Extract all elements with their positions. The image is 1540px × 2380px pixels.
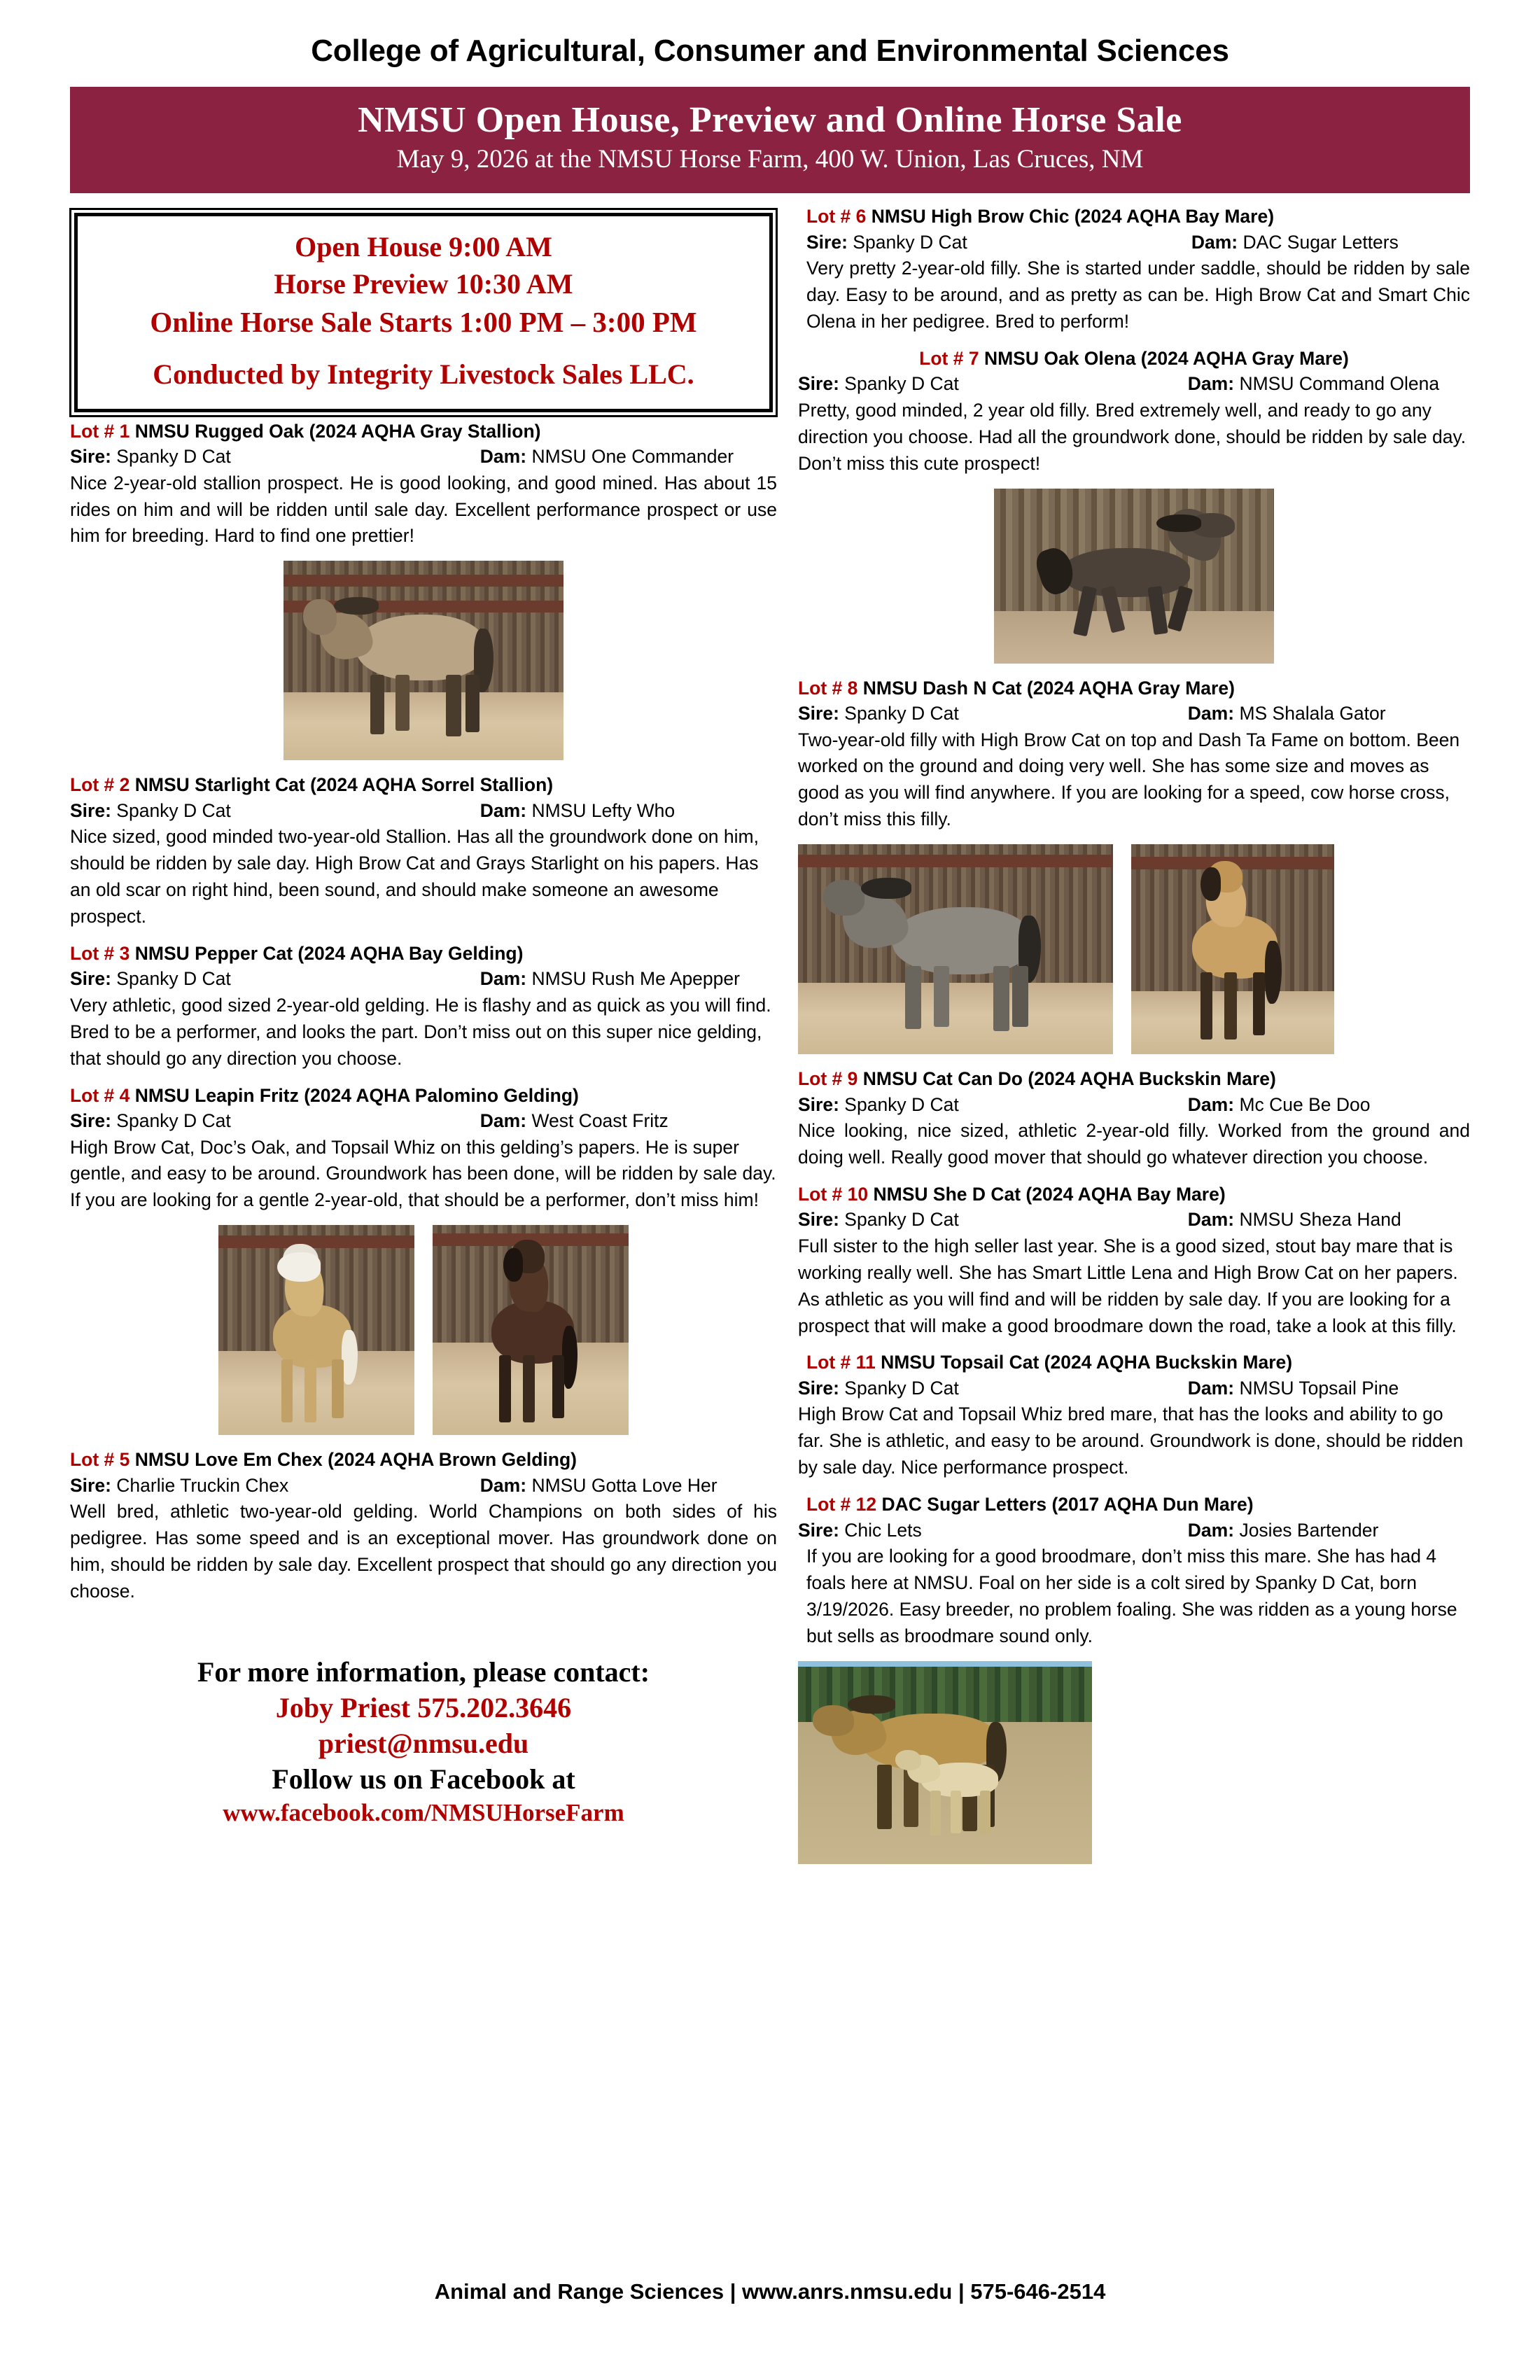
sire-label: Sire: (70, 1474, 111, 1496)
lot-name: NMSU Starlight Cat (2024 AQHA Sorrel Stallion) (134, 774, 554, 796)
sire-label: Sire: (806, 231, 848, 253)
photo-row (70, 561, 777, 760)
lot-title (806, 1350, 1470, 1376)
lot-name: NMSU Rugged Oak (2024 AQHA Gray Stallion) (134, 420, 541, 442)
lot-number: Lot # 10 (798, 1183, 869, 1205)
lot-title (70, 419, 777, 444)
lot-sire (798, 701, 1188, 727)
lot-parents (70, 967, 777, 992)
dam-label: Dam: (1187, 1093, 1235, 1115)
lot-title (70, 941, 777, 967)
lot-block (798, 1182, 1470, 1340)
schedule-conducted-by: Conducted by Integrity Livestock Sales LLC. (153, 358, 694, 390)
lot-sire (798, 1376, 1188, 1401)
lot-parents (798, 1518, 1470, 1544)
lot-title (798, 1067, 1470, 1092)
lot-name: DAC Sugar Letters (2017 AQHA Dun Mare) (881, 1494, 1254, 1516)
lot-number: Lot # 12 (806, 1494, 877, 1516)
dam-value: NMSU Command Olena (1239, 373, 1440, 395)
lot-parents (70, 1474, 777, 1499)
banner-title: NMSU Open House, Preview and Online Horse Sale (358, 100, 1182, 140)
lot-number: Lot # 6 (806, 206, 867, 227)
lot-description: Full sister to the high seller last year. She is a good sized, stout bay mare that is working really well. She has Smart Little Lena and High Brow Cat on her papers. As athletic as you will find and will be ridden by sale day. If you are looking for a prospect that will make a good broodmare down the road, take a look at this filly. (798, 1235, 1458, 1336)
sire-value: Spanky D Cat (844, 703, 959, 724)
photo-row (798, 844, 1470, 1054)
buckskin-mare-photo (1131, 844, 1334, 1054)
lot-sire (70, 1474, 480, 1499)
dam-label: Dam: (479, 446, 527, 468)
sire-value: Spanky D Cat (844, 1209, 959, 1231)
lot-block (70, 773, 777, 930)
lot-sire (70, 967, 480, 992)
sire-label: Sire: (798, 1209, 839, 1231)
dam-value: West Coast Fritz (531, 1110, 668, 1132)
lot-sire (70, 444, 480, 470)
lot-block (70, 1084, 777, 1214)
lot-name: NMSU High Brow Chic (2024 AQHA Bay Mare) (871, 206, 1275, 227)
lot-dam (1188, 1093, 1470, 1118)
lot-block (70, 1448, 777, 1605)
lot-number: Lot # 7 (919, 347, 979, 369)
dun-mare-with-foal-photo (798, 1661, 1092, 1864)
page-footer: Animal and Range Sciences | www.anrs.nmsu.edu | 575-646-2514 (434, 2279, 1106, 2304)
dam-value: NMSU Rush Me Apepper (531, 968, 740, 990)
lot-description: Pretty, good minded, 2 year old filly. Bred extremely well, and ready to go any direction you choose. Had all the groundwork done, should be ridden by sale day. Don’t miss this cute prospect! (798, 399, 1466, 474)
lot-description: Nice 2-year-old stallion prospect. He is good looking, and good mined. Has about 15 rides on him and will be ridden until sale day. Excellent performance prospect or use him for breeding. Hard to find one prettier! (70, 472, 777, 547)
lot-parents (798, 701, 1470, 727)
lot-sire (70, 799, 480, 824)
lot-name: NMSU Pepper Cat (2024 AQHA Bay Gelding) (134, 942, 524, 964)
sire-value: Chic Lets (844, 1519, 922, 1541)
facebook-url[interactable]: www.facebook.com/NMSUHorseFarm (223, 1798, 624, 1826)
lot-sire (798, 1208, 1188, 1233)
sire-label: Sire: (798, 703, 839, 724)
lot-dam (1188, 701, 1470, 727)
lot-name: NMSU Topsail Cat (2024 AQHA Buckskin Mare) (881, 1352, 1293, 1373)
lot-parents (798, 372, 1470, 397)
lot-block (798, 1350, 1470, 1481)
dam-label: Dam: (479, 799, 527, 821)
lot-name: NMSU She D Cat (2024 AQHA Bay Mare) (873, 1183, 1226, 1205)
sire-label: Sire: (70, 968, 111, 990)
contact-heading: For more information, please contact: (197, 1656, 650, 1688)
lot-title (798, 1182, 1470, 1208)
lot-title (70, 1448, 777, 1473)
sire-label: Sire: (798, 1093, 839, 1115)
lot-number: Lot # 1 (70, 420, 130, 442)
palomino-gelding-photo (218, 1225, 414, 1435)
dam-value: Josies Bartender (1239, 1519, 1379, 1541)
lot-title (798, 676, 1470, 701)
contact-block (70, 1654, 777, 1829)
lot-dam (480, 1109, 777, 1134)
photo-row (798, 489, 1470, 664)
lot-name: NMSU Dash N Cat (2024 AQHA Gray Mare) (862, 677, 1235, 699)
lot-block (70, 419, 777, 550)
sire-value: Charlie Truckin Chex (116, 1474, 289, 1496)
photo-row (798, 1661, 1470, 1864)
lot-dam (1188, 1518, 1470, 1544)
sire-value: Spanky D Cat (853, 231, 967, 253)
lot-description: Well bred, athletic two-year-old gelding. World Champions on both sides of his pedigree. Has some speed and is an exceptional mover. Has groundwork done on him, should be ridden by sale day. Excellent prospect that should go any direction you choose. (70, 1501, 777, 1602)
lot-dam (480, 799, 777, 824)
lot-title (806, 1492, 1470, 1518)
lot-parents (798, 1208, 1470, 1233)
lot-block (70, 941, 777, 1072)
dam-label: Dam: (1187, 1377, 1235, 1399)
lot-dam (1188, 1208, 1470, 1233)
sire-value: Spanky D Cat (116, 799, 231, 821)
lot-parents (70, 444, 777, 470)
lot-parents (798, 1376, 1470, 1401)
sire-label: Sire: (70, 1110, 111, 1132)
dam-label: Dam: (479, 968, 527, 990)
lot-block (798, 204, 1470, 335)
lot-dam (480, 444, 777, 470)
lot-number: Lot # 9 (798, 1068, 858, 1090)
lot-dam (480, 1474, 777, 1499)
content-columns (70, 204, 1470, 1876)
schedule-online-sale: Online Horse Sale Starts 1:00 PM – 3:00 PM (150, 305, 697, 338)
lot-name: NMSU Oak Olena (2024 AQHA Gray Mare) (983, 347, 1349, 369)
lot-title (70, 773, 777, 798)
left-column (70, 204, 777, 1828)
lot-parents (798, 1093, 1470, 1118)
sire-value: Spanky D Cat (116, 446, 231, 468)
lot-parents (806, 230, 1470, 255)
dam-label: Dam: (479, 1110, 527, 1132)
contact-name-phone[interactable]: Joby Priest 575.202.3646 (275, 1692, 572, 1724)
sire-label: Sire: (798, 373, 839, 395)
lot-block (798, 676, 1470, 834)
dam-value: NMSU One Commander (531, 446, 734, 468)
college-title: College of Agricultural, Consumer and Environmental Sciences (311, 34, 1229, 68)
dam-value: MS Shalala Gator (1239, 703, 1386, 724)
dam-label: Dam: (1191, 231, 1238, 253)
dam-label: Dam: (479, 1474, 527, 1496)
dam-label: Dam: (1187, 373, 1235, 395)
bay-gelding-photo (433, 1225, 629, 1435)
lot-name: NMSU Cat Can Do (2024 AQHA Buckskin Mare) (862, 1068, 1276, 1090)
lot-parents (70, 1109, 777, 1134)
lot-number: Lot # 2 (70, 774, 130, 796)
lot-block (798, 346, 1470, 477)
lot-name: NMSU Leapin Fritz (2024 AQHA Palomino Gelding) (134, 1084, 579, 1106)
gray-mare-photo (798, 844, 1113, 1054)
schedule-box (74, 213, 773, 412)
lot-sire (798, 1518, 1188, 1544)
schedule-spacer (85, 341, 762, 356)
lot-sire (798, 372, 1188, 397)
gray-stallion-in-pen-photo (284, 561, 564, 760)
dam-value: DAC Sugar Letters (1242, 231, 1399, 253)
dam-label: Dam: (1187, 1519, 1235, 1541)
sire-value: Spanky D Cat (844, 1377, 959, 1399)
lot-dam (1191, 230, 1470, 255)
lot-title (798, 346, 1470, 372)
lot-sire (70, 1109, 480, 1134)
sire-label: Sire: (798, 1519, 839, 1541)
lot-name: NMSU Love Em Chex (2024 AQHA Brown Gelding) (134, 1449, 577, 1471)
lot-description: Very pretty 2-year-old filly. She is started under saddle, should be ridden by sale day. Easy to be around, and as pretty as can be. High Brow Cat and Smart Chic Olena in her pedigree. Bred to perform! (806, 258, 1470, 332)
contact-email[interactable]: priest@nmsu.edu (318, 1728, 529, 1760)
lot-description: Nice looking, nice sized, athletic 2-year-old filly. Worked from the ground and doing well. Really good mover that should go whatever direction you choose. (798, 1120, 1470, 1168)
lot-description: Very athletic, good sized 2-year-old gelding. He is flashy and as quick as you will find. Bred to be a performer, and looks the part. Don’t miss out on this super nice gelding, that should go any direction you choose. (70, 994, 771, 1069)
lot-parents (70, 799, 777, 824)
lot-description: High Brow Cat and Topsail Whiz bred mare, that has the looks and ability to go far. She is athletic, and easy to be around. Groundwork is done, should be ridden by sale day. Nice performance prospect. (798, 1404, 1464, 1478)
dam-value: NMSU Lefty Who (531, 799, 676, 821)
lot-title (70, 1084, 777, 1109)
sire-label: Sire: (798, 1377, 839, 1399)
lot-block (798, 1067, 1470, 1171)
banner-subtitle: May 9, 2026 at the NMSU Horse Farm, 400 W. Union, Las Cruces, NM (396, 144, 1144, 174)
lot-dam (1188, 372, 1470, 397)
lot-number: Lot # 8 (798, 677, 858, 699)
schedule-horse-preview: Horse Preview 10:30 AM (274, 267, 573, 300)
sire-label: Sire: (70, 799, 111, 821)
lot-dam (1188, 1376, 1470, 1401)
lot-description: Nice sized, good minded two-year-old Stallion. Has all the groundwork done on him, should be ridden by sale day. High Brow Cat and Grays Starlight on his papers. Has an old scar on right hind, been sound, and should make someone an awesome prospect. (70, 826, 759, 927)
dam-label: Dam: (1187, 703, 1235, 724)
dam-value: NMSU Sheza Hand (1239, 1209, 1401, 1231)
lot-number: Lot # 3 (70, 942, 130, 964)
lot-number: Lot # 11 (806, 1352, 876, 1373)
schedule-open-house: Open House 9:00 AM (295, 231, 552, 263)
photo-row (70, 1225, 777, 1435)
gray-mare-trotting-photo (994, 489, 1274, 664)
sire-value: Spanky D Cat (844, 373, 959, 395)
facebook-label: Follow us on Facebook at (272, 1763, 575, 1795)
sire-value: Spanky D Cat (844, 1093, 959, 1115)
lot-description: High Brow Cat, Doc’s Oak, and Topsail Whiz on this gelding’s papers. He is super gentle, and easy to be around. Groundwork has been done, will be ridden by sale day. If you are looking for a gentle 2-year-old, that should be a performer, don’t miss him! (70, 1136, 776, 1211)
dam-label: Dam: (1187, 1209, 1235, 1231)
lot-description: If you are looking for a good broodmare, don’t miss this mare. She has had 4 foals here at NMSU. Foal on her side is a colt sired by Spanky D Cat, born 3/19/2026. Easy breeder, no problem foaling. She was ridden as a young horse but sells as broodmare sound only. (806, 1546, 1457, 1646)
lot-title (806, 204, 1470, 230)
lot-number: Lot # 4 (70, 1084, 130, 1106)
dam-value: Mc Cue Be Doo (1239, 1093, 1371, 1115)
sire-value: Spanky D Cat (116, 968, 231, 990)
lot-dam (480, 967, 777, 992)
event-banner (70, 87, 1470, 193)
sire-value: Spanky D Cat (116, 1110, 231, 1132)
dam-value: NMSU Topsail Pine (1239, 1377, 1399, 1399)
lot-sire (806, 230, 1191, 255)
lot-description: Two-year-old filly with High Brow Cat on top and Dash Ta Fame on bottom. Been worked on the ground and doing very well. She has some size and moves as good as you will find anywhere. If you are looking for a speed, cow horse cross, don’t miss this filly. (798, 729, 1460, 830)
right-column (798, 204, 1470, 1876)
lot-block (798, 1492, 1470, 1650)
dam-value: NMSU Gotta Love Her (531, 1474, 718, 1496)
lot-sire (798, 1093, 1188, 1118)
sire-label: Sire: (70, 446, 111, 468)
lot-number: Lot # 5 (70, 1449, 130, 1471)
